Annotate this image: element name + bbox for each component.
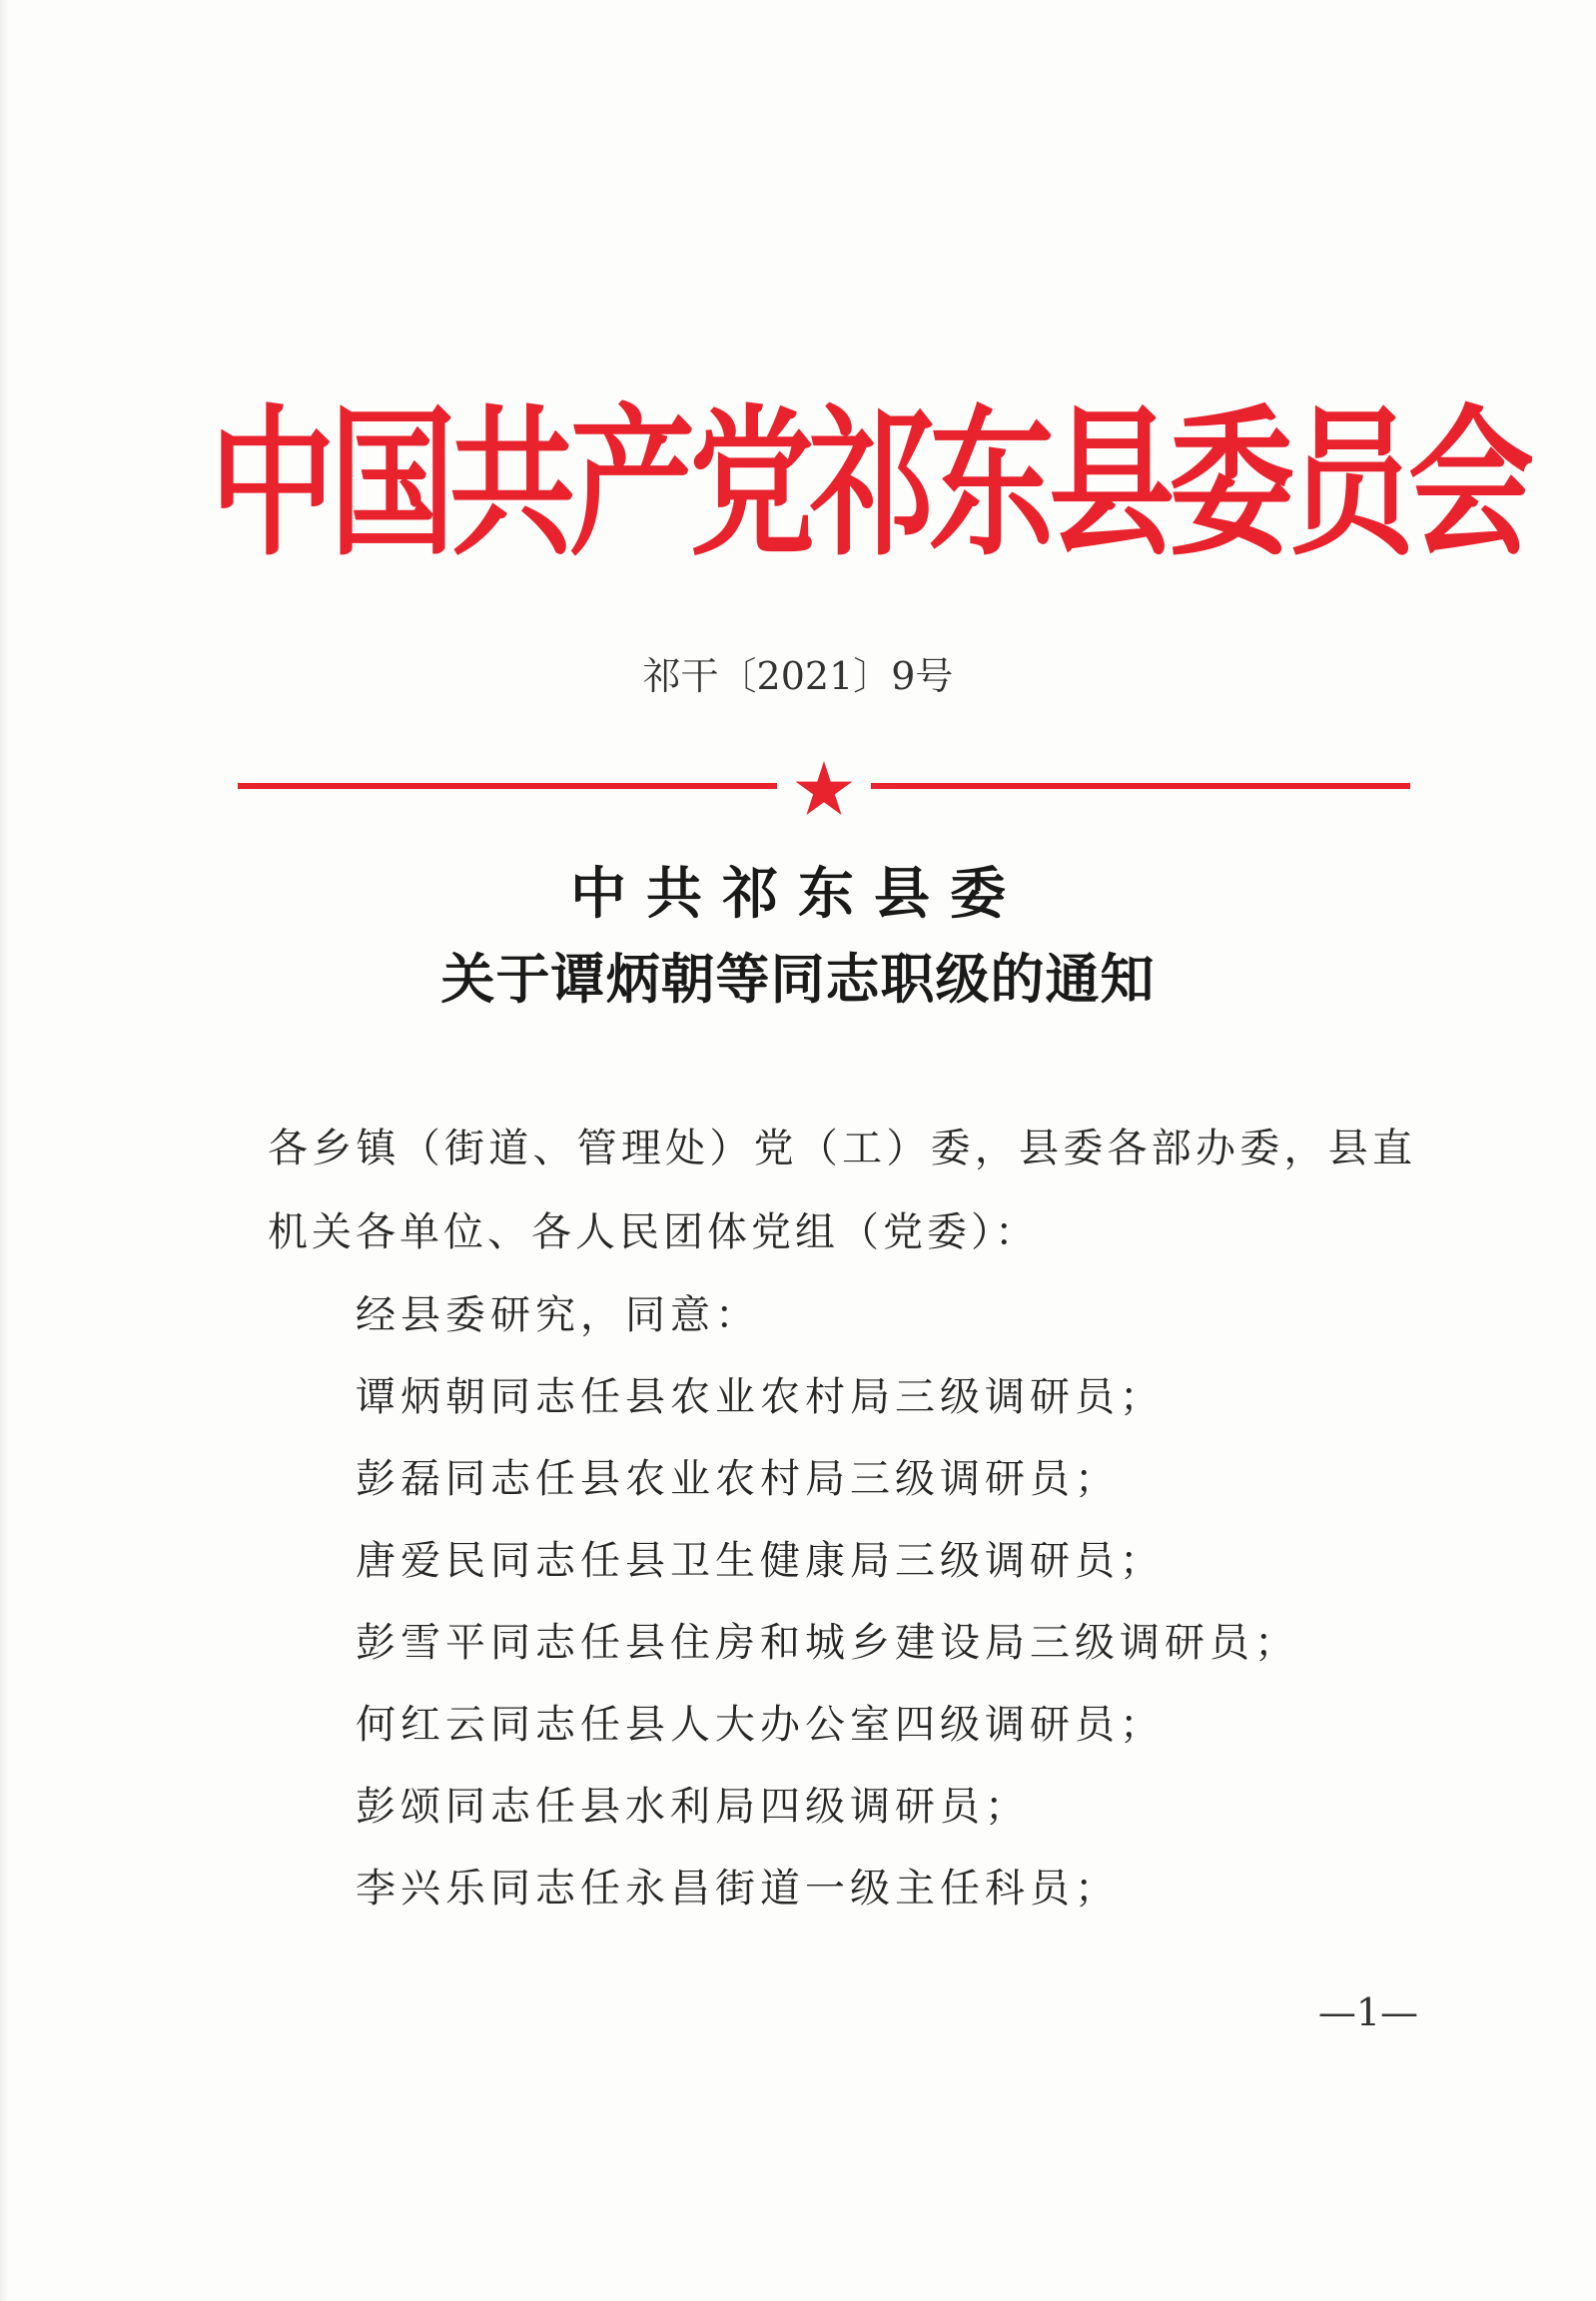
appointment-item: 彭颂同志任县水利局四级调研员；: [356, 1784, 1030, 1830]
body-intro: 经县委研究，同意：: [356, 1292, 760, 1338]
appointment-item: 李兴乐同志任永昌街道一级主任科员；: [356, 1866, 1120, 1912]
notice-body: [356, 1274, 1454, 1929]
red-rule-right: [871, 783, 1410, 789]
red-rule-left: [238, 783, 777, 789]
document-title-line2: 关于谭炳朝等同志职级的通知: [440, 947, 1156, 1011]
appointment-item: 何红云同志任县人大办公室四级调研员；: [356, 1702, 1165, 1748]
document-number: 祁干〔2021〕9号: [642, 654, 954, 698]
page-number: —1—: [1317, 1990, 1418, 2034]
star-icon: [795, 761, 853, 815]
appointment-item: 彭磊同志任县农业农村局三级调研员；: [356, 1456, 1120, 1502]
document-title-line1: 中共祁东县委: [570, 861, 1026, 927]
salutation: 各乡镇（街道、管理处）党（工）委，县委各部办委，县直机关各单位、各人民团体党组（党委）：: [268, 1126, 1416, 1255]
appointment-item: 谭炳朝同志任县农业农村局三级调研员；: [356, 1374, 1165, 1420]
appointment-item: 彭雪平同志任县住房和城乡建设局三级调研员；: [356, 1620, 1299, 1666]
appointment-item: 唐爱民同志任县卫生健康局三级调研员；: [356, 1538, 1165, 1584]
issuer-masthead: 中国共产党祁东县委员会: [210, 389, 1528, 578]
